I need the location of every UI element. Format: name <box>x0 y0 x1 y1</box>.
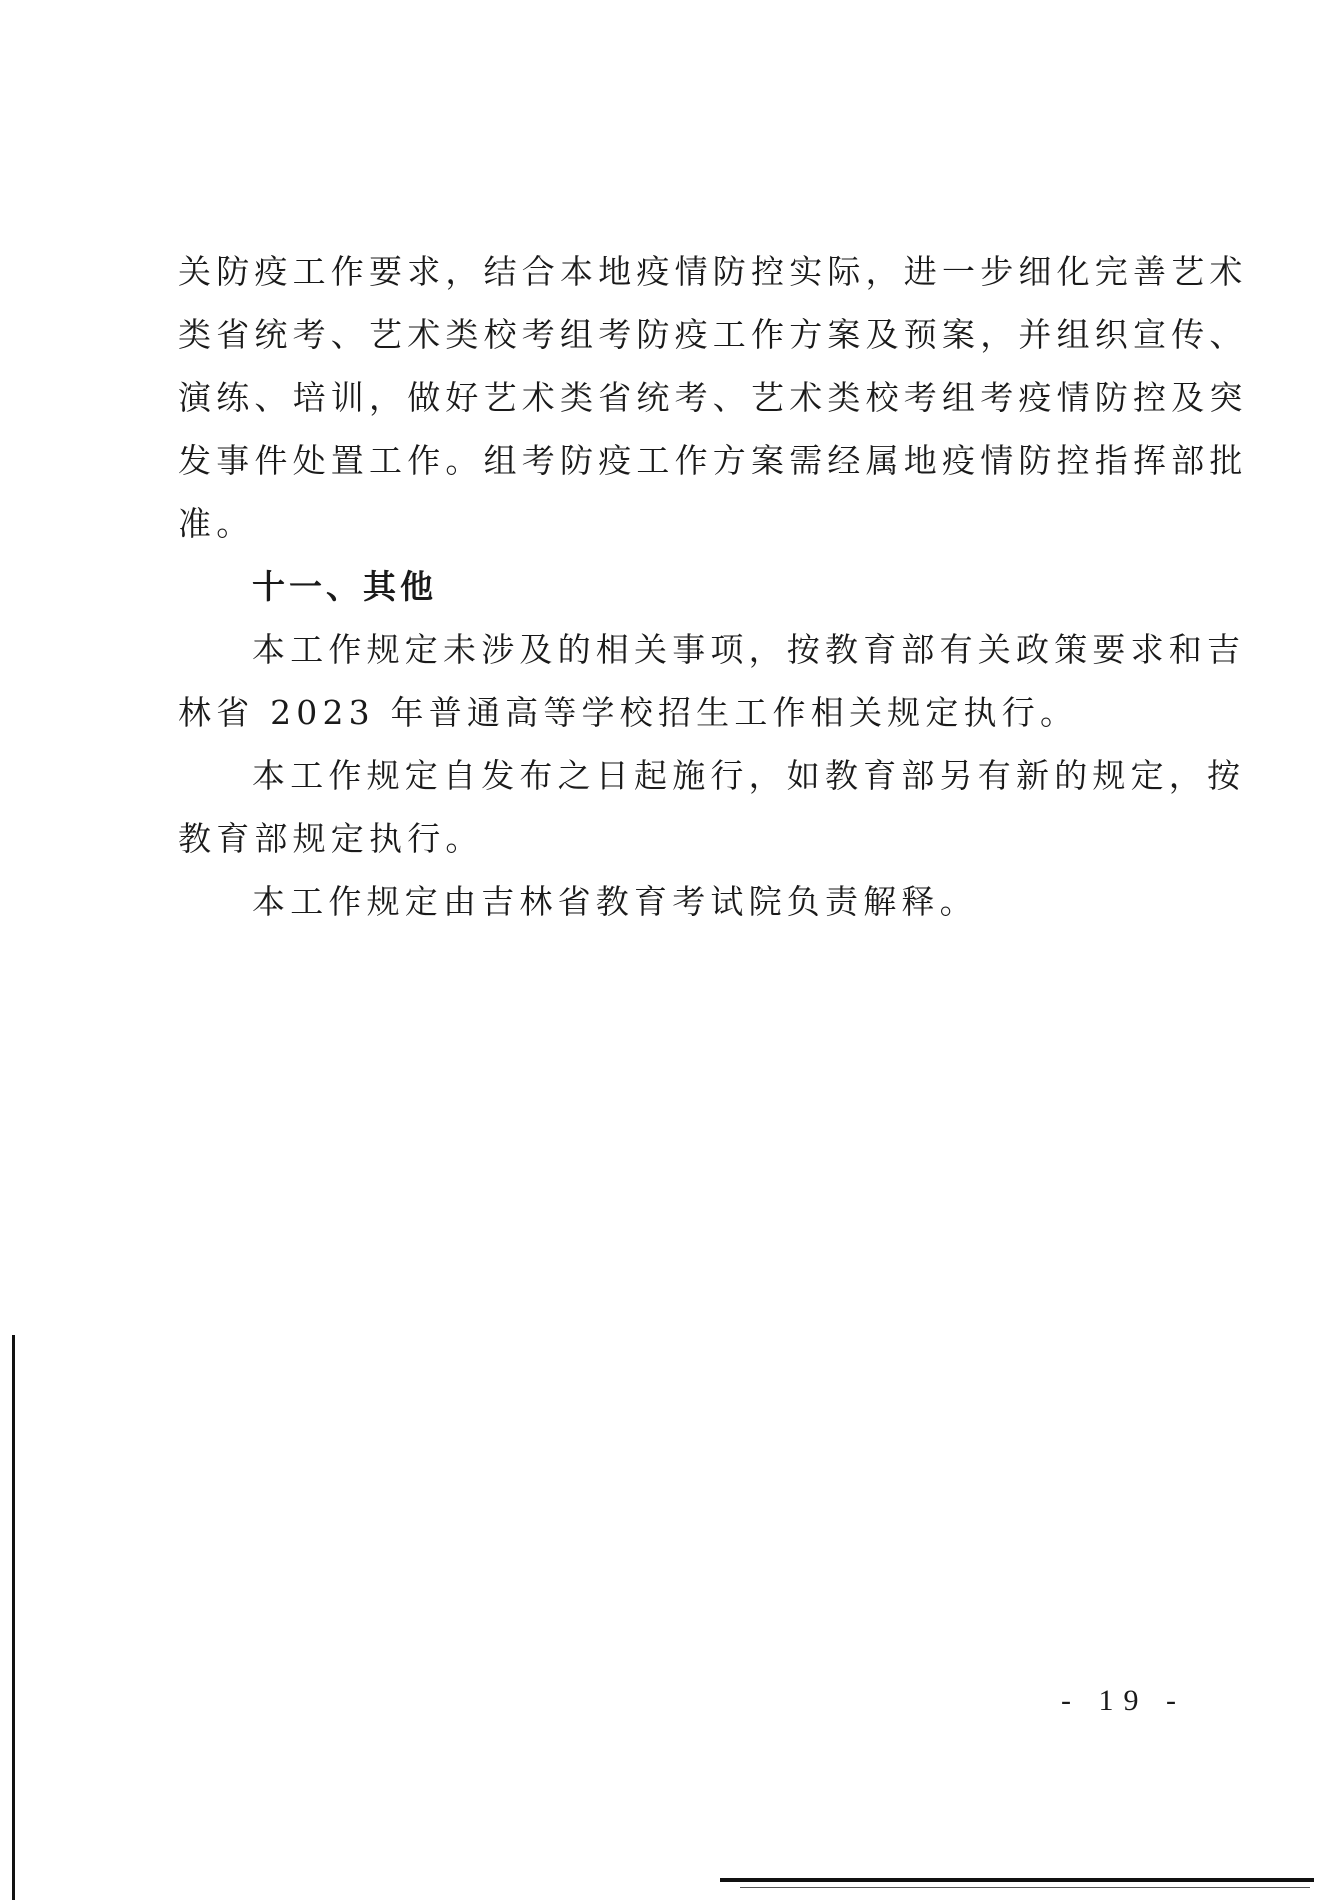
text-line: 发事件处置工作。组考防疫工作方案需经属地疫情防控指挥部批 <box>178 441 1248 480</box>
text-line: 本工作规定未涉及的相关事项，按教育部有关政策要求和吉 <box>252 630 1246 669</box>
text-line: 教育部规定执行。 <box>178 819 484 858</box>
text-line: 本工作规定自发布之日起施行，如教育部另有新的规定，按 <box>252 756 1246 795</box>
scan-edge-bottom <box>720 1878 1314 1882</box>
text-line: 林省 2023 年普通高等学校招生工作相关规定执行。 <box>178 693 1079 732</box>
scan-edge-bottom-thin <box>740 1887 1310 1888</box>
page-number: - 19 - <box>1061 1684 1186 1717</box>
scan-edge-left <box>12 1335 15 1900</box>
text-line: 准。 <box>178 504 255 543</box>
text-line: 演练、培训，做好艺术类省统考、艺术类校考组考疫情防控及突 <box>178 378 1248 417</box>
text-line: 类省统考、艺术类校考组考防疫工作方案及预案，并组织宣传、 <box>178 315 1248 354</box>
text-line: 本工作规定由吉林省教育考试院负责解释。 <box>252 882 978 921</box>
text-line: 关防疫工作要求，结合本地疫情防控实际，进一步细化完善艺术 <box>178 252 1248 291</box>
document-body <box>178 240 1248 933</box>
section-heading: 十一、其他 <box>252 567 437 606</box>
